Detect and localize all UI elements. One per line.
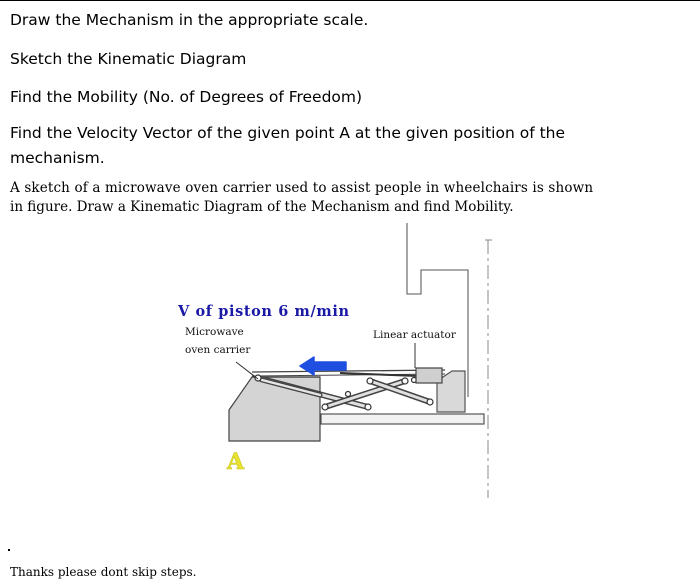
- task-sketch-kinematic-diagram: Sketch the Kinematic Diagram: [10, 50, 247, 68]
- carrier-leader-line: [236, 362, 258, 379]
- problem-statement-line-2: in figure. Draw a Kinematic Diagram of the Mechanism and find Mobility.: [10, 199, 514, 215]
- actuator-cylinder: [416, 368, 442, 383]
- velocity-label: V of piston 6 m/min: [178, 303, 350, 320]
- carrier-tray: [229, 377, 320, 441]
- link-2: [325, 381, 405, 407]
- carrier-label-1: Microwave: [185, 326, 244, 338]
- task-find-velocity: Find the Velocity Vector of the given point A at the given position of the: [10, 124, 566, 142]
- task-find-mobility: Find the Mobility (No. of Degrees of Freedom): [10, 88, 363, 106]
- task-draw-mechanism: Draw the Mechanism in the appropriate scale.: [10, 11, 369, 29]
- footer-note: Thanks please dont skip steps.: [10, 565, 197, 579]
- actuator-label: Linear actuator: [373, 329, 456, 341]
- task-find-velocity-cont: mechanism.: [10, 149, 105, 167]
- point-a-label: A: [227, 449, 245, 475]
- stray-dot: [8, 549, 10, 551]
- velocity-arrow: [300, 357, 346, 375]
- carrier-label-2: oven carrier: [185, 344, 251, 356]
- problem-statement-line-1: A sketch of a microwave oven carrier used to assist people in wheelchairs is shown: [10, 180, 594, 196]
- base-platform: [321, 414, 484, 424]
